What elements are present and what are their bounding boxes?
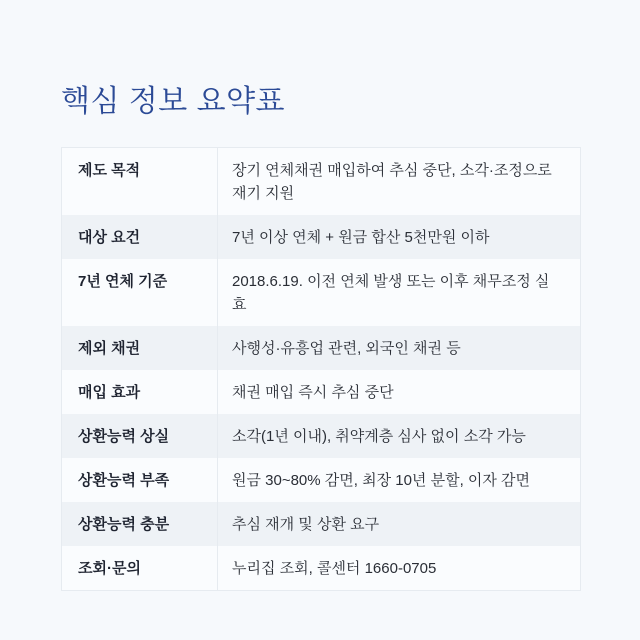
- table-row: [62, 414, 580, 458]
- table-row: [62, 259, 580, 326]
- table-row: [62, 326, 580, 370]
- row-value: 추심 재개 및 상환 요구: [232, 516, 380, 533]
- table-row: [62, 502, 580, 546]
- table-row: [62, 370, 580, 414]
- row-label: 상환능력 부족: [62, 458, 218, 502]
- row-value: 채권 매입 즉시 추심 중단: [232, 384, 394, 401]
- row-label: 상환능력 상실: [62, 414, 218, 458]
- table-row: [62, 215, 580, 259]
- row-label: 제외 채권: [62, 326, 218, 370]
- table-row: [62, 148, 580, 215]
- row-value: 2018.6.19. 이전 연체 발생 또는 이후 채무조정 실효: [232, 273, 550, 313]
- row-value: 장기 연체채권 매입하여 추심 중단, 소각·조정으로 재기 지원: [232, 162, 552, 202]
- row-value: 7년 이상 연체 + 원금 합산 5천만원 이하: [232, 229, 490, 246]
- row-label: 상환능력 충분: [62, 502, 218, 546]
- summary-table: [61, 147, 581, 591]
- row-label: 7년 연체 기준: [62, 259, 218, 326]
- table-row: [62, 546, 580, 590]
- row-value: 누리집 조회, 콜센터 1660-0705: [232, 560, 437, 577]
- row-label: 매입 효과: [62, 370, 218, 414]
- row-value: 소각(1년 이내), 취약계층 심사 없이 소각 가능: [232, 428, 526, 445]
- row-label: 제도 목적: [62, 148, 218, 215]
- table-row: [62, 458, 580, 502]
- page-title: 핵심 정보 요약표: [61, 85, 286, 118]
- row-label: 조회·문의: [62, 546, 218, 590]
- row-label: 대상 요건: [62, 215, 218, 259]
- row-value: 원금 30~80% 감면, 최장 10년 분할, 이자 감면: [232, 472, 531, 489]
- row-value: 사행성·유흥업 관련, 외국인 채권 등: [232, 340, 461, 357]
